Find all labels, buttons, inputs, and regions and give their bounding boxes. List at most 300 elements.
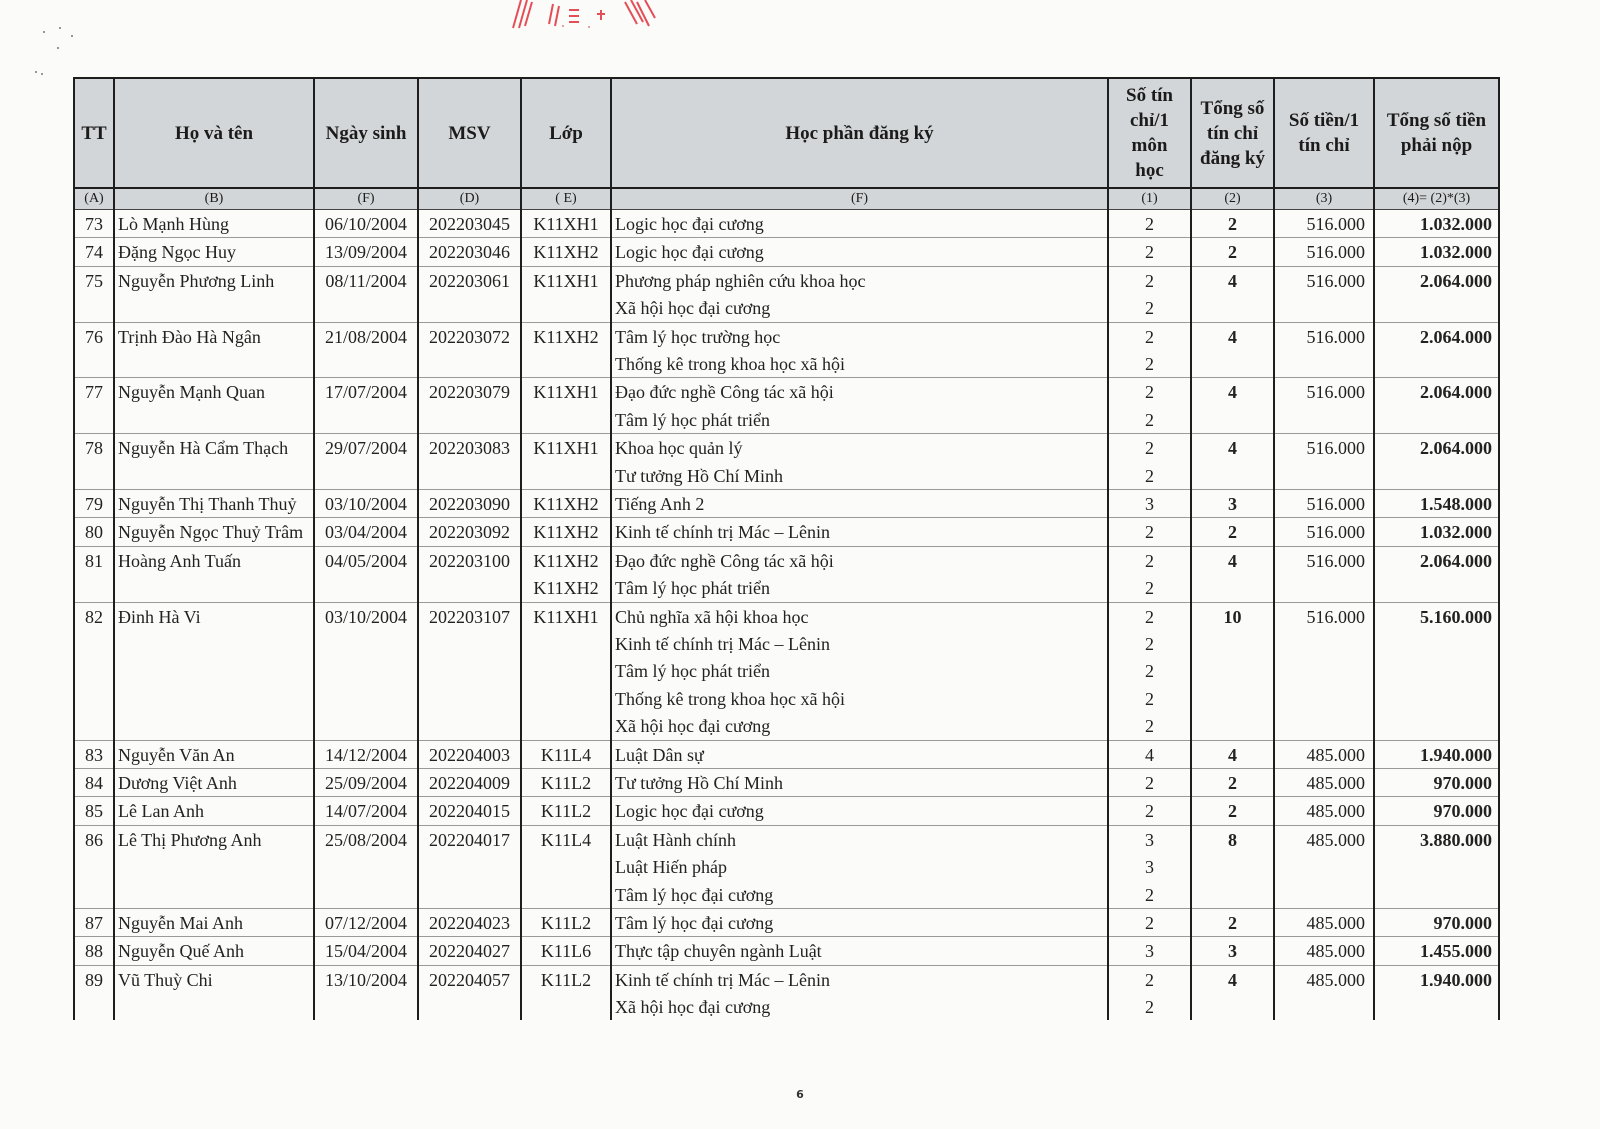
cell-msv xyxy=(418,937,521,965)
cell-courses xyxy=(611,740,1108,768)
cell-courses xyxy=(611,937,1108,965)
cell-tt xyxy=(74,266,114,322)
cell-price xyxy=(1274,518,1374,546)
cell-courses-line: Chủ nghĩa xã hội khoa học xyxy=(615,606,809,627)
cell-total-amount-value: 1.032.000 xyxy=(1420,242,1492,263)
cell-tt xyxy=(74,602,114,740)
cell-total-amount-value: 970.000 xyxy=(1433,912,1492,933)
table-row xyxy=(74,768,1499,796)
cell-name-value: Nguyễn Thị Thanh Thuỷ xyxy=(118,493,297,514)
col-header-msv: MSV xyxy=(418,78,521,188)
table-body xyxy=(74,210,1499,1021)
cell-name-value: Dương Việt Anh xyxy=(118,772,237,793)
col-code: (B) xyxy=(114,188,314,210)
cell-msv xyxy=(418,489,521,517)
cell-credits xyxy=(1108,546,1191,602)
cell-tt xyxy=(74,965,114,1020)
cell-credits-line: 2 xyxy=(1145,661,1154,682)
cell-tt-value: 74 xyxy=(85,242,103,263)
cell-dob-value: 06/10/2004 xyxy=(324,214,407,234)
cell-msv xyxy=(418,266,521,322)
cell-credits-line: 2 xyxy=(1145,606,1154,627)
cell-courses-line: Tâm lý học phát triển xyxy=(615,578,770,599)
cell-total-credits-value: 8 xyxy=(1228,829,1237,850)
cell-credits-line: 2 xyxy=(1145,438,1154,459)
cell-price xyxy=(1274,322,1374,378)
column-code-row xyxy=(74,188,1499,210)
cell-dob-value: 14/07/2004 xyxy=(324,801,407,822)
cell-credits xyxy=(1108,434,1191,490)
cell-class-line: K11XH1 xyxy=(533,438,599,459)
cell-courses-line: Kinh tế chính trị Mác – Lênin xyxy=(615,969,830,990)
col-code: (3) xyxy=(1274,188,1374,210)
cell-courses xyxy=(611,434,1108,490)
col-header-courses: Học phần đăng ký xyxy=(611,78,1108,188)
cell-courses-line: Đạo đức nghề Công tác xã hội xyxy=(615,382,834,403)
cell-name-value: Lê Thị Phương Anh xyxy=(118,829,262,850)
cell-name-value: Nguyễn Hà Cẩm Thạch xyxy=(118,438,289,459)
cell-tt-value: 89 xyxy=(85,969,103,990)
cell-dob xyxy=(314,797,418,825)
cell-name xyxy=(114,546,314,602)
cell-dob-value: 25/09/2004 xyxy=(324,772,407,793)
cell-credits-line: 2 xyxy=(1145,578,1154,599)
cell-class-line: K11XH1 xyxy=(533,214,599,234)
cell-class xyxy=(521,797,611,825)
table-row xyxy=(74,378,1499,434)
cell-credits xyxy=(1108,965,1191,1020)
header-line: chỉ/1 xyxy=(1129,110,1170,131)
cell-name xyxy=(114,965,314,1020)
cell-courses-line: Luật Dân sự xyxy=(615,744,704,765)
cell-price xyxy=(1274,740,1374,768)
cell-courses-line: Xã hội học đại cương xyxy=(615,298,771,319)
cell-courses xyxy=(611,797,1108,825)
cell-price xyxy=(1274,908,1374,936)
cell-name-value: Đinh Hà Vi xyxy=(118,606,201,627)
cell-msv-value: 202203046 xyxy=(429,242,510,263)
cell-name-value: Nguyễn Mai Anh xyxy=(118,912,243,933)
cell-class-line: K11L2 xyxy=(540,772,592,793)
cell-name-value: Nguyễn Phương Linh xyxy=(118,270,275,291)
cell-credits-line: 2 xyxy=(1145,242,1154,263)
cell-msv-value: 202203072 xyxy=(429,326,510,347)
cell-price-value: 516.000 xyxy=(1306,382,1365,403)
cell-dob xyxy=(314,602,418,740)
cell-name-value: Nguyễn Văn An xyxy=(118,744,235,765)
cell-class-line: K11XH1 xyxy=(533,270,599,291)
cell-courses-line: Luật Hiến pháp xyxy=(615,857,727,878)
cell-price-value: 516.000 xyxy=(1306,326,1365,347)
col-header-credits-per-course xyxy=(1108,78,1191,188)
cell-msv xyxy=(418,908,521,936)
cell-msv-value: 202203092 xyxy=(429,522,510,543)
cell-credits-line: 2 xyxy=(1145,465,1154,486)
cell-class xyxy=(521,825,611,908)
cell-tt xyxy=(74,546,114,602)
table-row xyxy=(74,434,1499,490)
cell-name xyxy=(114,908,314,936)
cell-total-credits xyxy=(1191,602,1274,740)
cell-credits xyxy=(1108,768,1191,796)
cell-price xyxy=(1274,210,1374,238)
cell-tt xyxy=(74,740,114,768)
cell-total-credits xyxy=(1191,937,1274,965)
cell-price-value: 485.000 xyxy=(1306,941,1365,962)
cell-total-credits-value: 4 xyxy=(1228,326,1237,347)
cell-class-line: K11XH2 xyxy=(533,522,599,543)
cell-courses xyxy=(611,602,1108,740)
cell-total-credits xyxy=(1191,965,1274,1020)
cell-class xyxy=(521,378,611,434)
col-header-name: Họ và tên xyxy=(114,78,314,188)
cell-price xyxy=(1274,546,1374,602)
cell-msv xyxy=(418,965,521,1020)
cell-price-value: 485.000 xyxy=(1306,801,1365,822)
cell-dob xyxy=(314,489,418,517)
cell-courses-line: Thống kê trong khoa học xã hội xyxy=(615,353,845,374)
table-row xyxy=(74,965,1499,1020)
table-row xyxy=(74,238,1499,266)
cell-total-credits-value: 2 xyxy=(1228,912,1237,933)
cell-class xyxy=(521,965,611,1020)
cell-price-value: 516.000 xyxy=(1306,493,1365,514)
header-line: Tổng số tiền xyxy=(1386,110,1487,131)
cell-price-value: 485.000 xyxy=(1306,772,1365,793)
cell-credits-line: 2 xyxy=(1145,969,1154,990)
cell-total-amount-value: 2.064.000 xyxy=(1420,438,1492,459)
cell-dob-value: 13/10/2004 xyxy=(324,969,407,990)
cell-msv-value: 202203107 xyxy=(429,606,510,627)
col-code: (1) xyxy=(1108,188,1191,210)
cell-dob xyxy=(314,434,418,490)
cell-total-credits xyxy=(1191,266,1274,322)
cell-msv xyxy=(418,546,521,602)
cell-credits-line: 3 xyxy=(1145,941,1154,962)
cell-name xyxy=(114,378,314,434)
cell-msv xyxy=(418,797,521,825)
table-row xyxy=(74,266,1499,322)
table-row xyxy=(74,322,1499,378)
cell-courses xyxy=(611,378,1108,434)
cell-class xyxy=(521,908,611,936)
cell-credits xyxy=(1108,322,1191,378)
cell-courses-line: Tâm lý học đại cương xyxy=(615,884,774,905)
cell-class xyxy=(521,238,611,266)
cell-price-value: 485.000 xyxy=(1306,744,1365,765)
cell-class-line: K11XH2 xyxy=(533,550,599,571)
cell-total-amount-value: 1.032.000 xyxy=(1420,214,1492,234)
cell-msv xyxy=(418,210,521,238)
cell-courses-line: Tâm lý học phát triển xyxy=(615,661,770,682)
cell-total-credits-value: 4 xyxy=(1228,969,1237,990)
cell-courses-line: Phương pháp nghiên cứu khoa học xyxy=(615,270,866,291)
table-row xyxy=(74,518,1499,546)
cell-total-credits-value: 10 xyxy=(1223,606,1242,627)
table-row xyxy=(74,937,1499,965)
cell-total-credits-value: 2 xyxy=(1228,522,1237,543)
cell-total-amount-value: 2.064.000 xyxy=(1420,550,1492,571)
cell-price xyxy=(1274,434,1374,490)
cell-tt-value: 88 xyxy=(85,941,103,962)
cell-name-value: Nguyễn Mạnh Quan xyxy=(118,382,265,403)
cell-dob-value: 13/09/2004 xyxy=(324,242,407,263)
col-header-price-per-credit xyxy=(1274,78,1374,188)
cell-class xyxy=(521,489,611,517)
cell-price-value: 516.000 xyxy=(1306,270,1365,291)
cell-name-value: Hoàng Anh Tuấn xyxy=(118,550,242,571)
cell-credits-line: 3 xyxy=(1145,857,1154,878)
cell-courses xyxy=(611,322,1108,378)
cell-total-credits xyxy=(1191,518,1274,546)
cell-msv-value: 202203083 xyxy=(429,438,510,459)
cell-tt-value: 75 xyxy=(85,270,103,291)
cell-total-credits-value: 2 xyxy=(1228,242,1237,263)
table-row xyxy=(74,546,1499,602)
table-row xyxy=(74,210,1499,238)
cell-class xyxy=(521,740,611,768)
header-row xyxy=(74,78,1499,188)
cell-price-value: 485.000 xyxy=(1306,912,1365,933)
cell-name-value: Lò Mạnh Hùng xyxy=(118,214,229,234)
cell-msv xyxy=(418,768,521,796)
col-header-total-credits xyxy=(1191,78,1274,188)
cell-class-line: K11XH1 xyxy=(533,382,599,403)
cell-credits-line: 2 xyxy=(1145,716,1154,737)
cell-total-amount xyxy=(1374,434,1499,490)
cell-tt xyxy=(74,489,114,517)
cell-total-credits-value: 3 xyxy=(1228,493,1237,514)
cell-price xyxy=(1274,937,1374,965)
cell-total-credits xyxy=(1191,768,1274,796)
cell-name xyxy=(114,322,314,378)
cell-tt-value: 85 xyxy=(85,801,103,822)
cell-courses xyxy=(611,489,1108,517)
cell-name xyxy=(114,210,314,238)
cell-credits xyxy=(1108,908,1191,936)
cell-dob-value: 29/07/2004 xyxy=(324,438,407,459)
cell-name-value: Vũ Thuỳ Chi xyxy=(118,969,213,990)
cell-credits-line: 2 xyxy=(1145,409,1154,430)
cell-total-credits xyxy=(1191,378,1274,434)
cell-dob-value: 03/04/2004 xyxy=(324,522,407,543)
col-code: (A) xyxy=(74,188,114,210)
cell-dob xyxy=(314,378,418,434)
cell-msv-value: 202203079 xyxy=(429,382,510,403)
col-code: (2) xyxy=(1191,188,1274,210)
cell-credits xyxy=(1108,210,1191,238)
col-code: ( E) xyxy=(521,188,611,210)
table-row xyxy=(74,489,1499,517)
cell-msv-value: 202203061 xyxy=(429,270,510,291)
header-line: tín chỉ xyxy=(1206,122,1259,144)
cell-price xyxy=(1274,489,1374,517)
cell-name xyxy=(114,797,314,825)
cell-total-amount xyxy=(1374,825,1499,908)
cell-msv-value: 202204009 xyxy=(429,772,510,793)
header-line: tín chỉ xyxy=(1298,135,1350,156)
header-line: Tổng số xyxy=(1200,97,1265,119)
cell-name xyxy=(114,518,314,546)
cell-name xyxy=(114,602,314,740)
cell-credits xyxy=(1108,825,1191,908)
cell-price xyxy=(1274,378,1374,434)
cell-price-value: 516.000 xyxy=(1306,550,1365,571)
cell-tt-value: 82 xyxy=(85,606,103,627)
cell-name-value: Nguyễn Quế Anh xyxy=(118,941,244,962)
cell-class xyxy=(521,602,611,740)
cell-name xyxy=(114,825,314,908)
cell-msv-value: 202204027 xyxy=(429,941,510,962)
cell-courses-line: Kinh tế chính trị Mác – Lênin xyxy=(615,522,830,543)
cell-dob xyxy=(314,937,418,965)
cell-credits-line: 3 xyxy=(1145,829,1154,850)
cell-dob-value: 07/12/2004 xyxy=(324,912,407,933)
cell-total-credits xyxy=(1191,210,1274,238)
tuition-table xyxy=(73,77,1500,1020)
cell-total-credits-value: 2 xyxy=(1228,214,1237,234)
cell-price-value: 485.000 xyxy=(1306,969,1365,990)
cell-credits-line: 2 xyxy=(1145,884,1154,905)
cell-price xyxy=(1274,965,1374,1020)
cell-courses xyxy=(611,768,1108,796)
cell-price xyxy=(1274,266,1374,322)
seal-stamp-icon xyxy=(505,0,685,30)
cell-class-line: K11L2 xyxy=(540,912,592,933)
cell-credits-line: 2 xyxy=(1145,298,1154,319)
cell-credits xyxy=(1108,937,1191,965)
cell-class-line: K11L2 xyxy=(540,801,592,822)
cell-msv-value: 202204057 xyxy=(429,969,510,990)
cell-courses xyxy=(611,546,1108,602)
cell-courses-line: Tâm lý học đại cương xyxy=(615,912,774,933)
cell-name-value: Đặng Ngọc Huy xyxy=(118,242,236,263)
cell-tt xyxy=(74,797,114,825)
cell-dob xyxy=(314,825,418,908)
cell-total-credits-value: 4 xyxy=(1228,382,1237,403)
cell-class-line: K11L4 xyxy=(540,744,592,765)
cell-courses-line: Tâm lý học trường học xyxy=(615,326,781,347)
cell-credits-line: 2 xyxy=(1145,326,1154,347)
cell-courses-line: Logic học đại cương xyxy=(615,242,764,263)
cell-total-credits xyxy=(1191,825,1274,908)
col-code: (F) xyxy=(611,188,1108,210)
cell-credits-line: 2 xyxy=(1145,772,1154,793)
cell-price-value: 485.000 xyxy=(1306,829,1365,850)
cell-credits-line: 2 xyxy=(1145,382,1154,403)
header-line: phải nộp xyxy=(1400,135,1473,156)
cell-dob xyxy=(314,908,418,936)
cell-credits-line: 2 xyxy=(1145,633,1154,654)
cell-tt xyxy=(74,825,114,908)
cell-credits-line: 4 xyxy=(1145,744,1154,765)
cell-courses-line: Kinh tế chính trị Mác – Lênin xyxy=(615,633,830,654)
table-row xyxy=(74,602,1499,740)
cell-price xyxy=(1274,768,1374,796)
cell-dob xyxy=(314,210,418,238)
cell-total-amount-value: 5.160.000 xyxy=(1420,606,1492,627)
cell-courses-line: Tư tưởng Hồ Chí Minh xyxy=(615,465,784,486)
cell-class-line: K11L6 xyxy=(540,941,592,962)
cell-tt xyxy=(74,518,114,546)
cell-total-amount xyxy=(1374,965,1499,1020)
cell-total-credits-value: 3 xyxy=(1228,941,1237,962)
cell-name-value: Lê Lan Anh xyxy=(118,801,204,822)
cell-class-line: K11XH2 xyxy=(533,242,599,263)
cell-credits-line: 2 xyxy=(1145,688,1154,709)
cell-total-amount-value: 2.064.000 xyxy=(1420,270,1492,291)
cell-total-amount xyxy=(1374,210,1499,238)
cell-class xyxy=(521,768,611,796)
cell-total-credits-value: 2 xyxy=(1228,772,1237,793)
cell-credits xyxy=(1108,266,1191,322)
cell-credits-line: 2 xyxy=(1145,997,1154,1018)
cell-price-value: 516.000 xyxy=(1306,242,1365,263)
cell-msv xyxy=(418,322,521,378)
cell-credits-line: 2 xyxy=(1145,550,1154,571)
cell-total-amount xyxy=(1374,378,1499,434)
cell-credits-line: 2 xyxy=(1145,522,1154,543)
col-header-class: Lớp xyxy=(521,78,611,188)
cell-price-value: 516.000 xyxy=(1306,214,1365,234)
cell-courses-line: Tâm lý học phát triển xyxy=(615,409,770,430)
cell-total-amount-value: 1.940.000 xyxy=(1420,969,1492,990)
header-line: đăng ký xyxy=(1200,147,1265,169)
cell-total-amount xyxy=(1374,602,1499,740)
cell-msv xyxy=(418,825,521,908)
cell-dob-value: 03/10/2004 xyxy=(324,606,407,627)
cell-courses xyxy=(611,518,1108,546)
header-line: Số tín xyxy=(1126,85,1173,106)
cell-total-amount xyxy=(1374,546,1499,602)
cell-total-credits-value: 4 xyxy=(1228,550,1237,571)
cell-courses xyxy=(611,266,1108,322)
col-code: (F) xyxy=(314,188,418,210)
cell-tt-value: 83 xyxy=(85,744,103,765)
cell-total-amount-value: 1.032.000 xyxy=(1420,522,1492,543)
cell-class-line: K11XH2 xyxy=(533,578,599,599)
cell-dob xyxy=(314,238,418,266)
cell-msv-value: 202204023 xyxy=(429,912,510,933)
cell-msv-value: 202203100 xyxy=(429,550,510,571)
cell-total-credits xyxy=(1191,908,1274,936)
cell-class-line: K11XH1 xyxy=(533,606,599,627)
cell-msv xyxy=(418,518,521,546)
cell-tt xyxy=(74,238,114,266)
cell-class-line: K11L2 xyxy=(540,969,592,990)
cell-credits xyxy=(1108,238,1191,266)
cell-tt-value: 76 xyxy=(85,326,103,347)
cell-msv-value: 202204003 xyxy=(429,744,510,765)
cell-name xyxy=(114,768,314,796)
cell-price-value: 516.000 xyxy=(1306,522,1365,543)
cell-tt-value: 77 xyxy=(85,382,103,403)
cell-credits xyxy=(1108,378,1191,434)
cell-msv-value: 202204017 xyxy=(429,829,510,850)
cell-total-amount-value: 2.064.000 xyxy=(1420,326,1492,347)
cell-total-amount xyxy=(1374,797,1499,825)
cell-name xyxy=(114,238,314,266)
table-row xyxy=(74,825,1499,908)
header-line: học xyxy=(1135,160,1164,181)
cell-class-line: K11XH2 xyxy=(533,326,599,347)
cell-total-credits xyxy=(1191,434,1274,490)
cell-price-value: 516.000 xyxy=(1306,438,1365,459)
cell-courses xyxy=(611,825,1108,908)
cell-total-amount-value: 1.548.000 xyxy=(1420,493,1492,514)
cell-total-amount xyxy=(1374,322,1499,378)
cell-dob-value: 08/11/2004 xyxy=(325,270,407,291)
